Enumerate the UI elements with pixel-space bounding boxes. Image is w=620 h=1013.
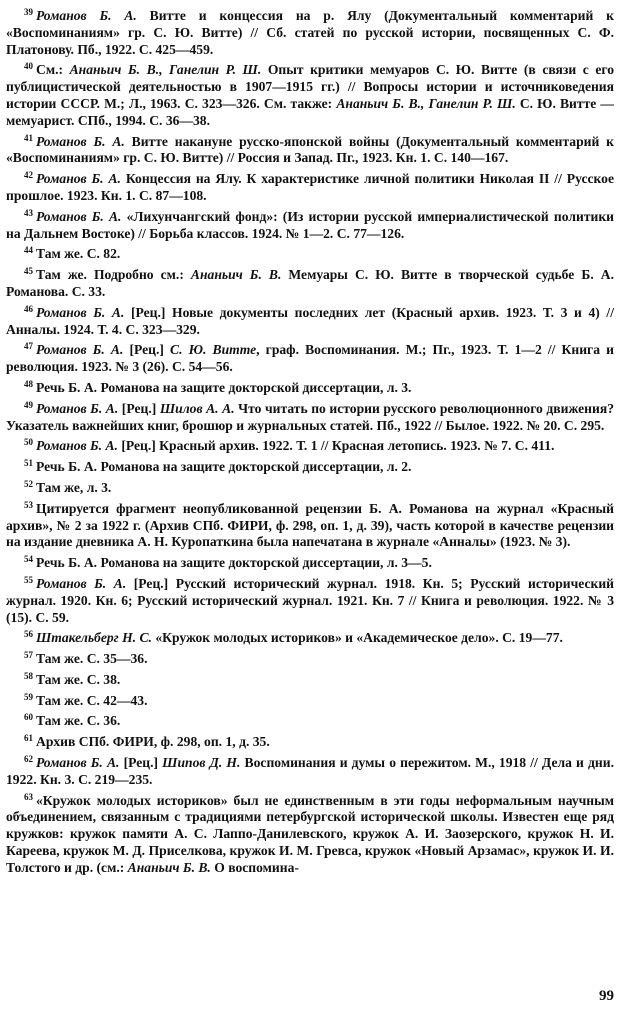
footnote-number: 42 xyxy=(24,170,33,181)
footnote-56 xyxy=(6,626,614,647)
footnote-text: , граф. Воспоминания. М.; Пг., 1923. Т. 1—2 // Книга и революция. 1923. № 3 (26). С. 54—56. xyxy=(6,342,614,375)
footnote-49 xyxy=(6,397,614,435)
footnote-text: Что читать по истории русского революционного движения? Указатель важнейших книг, брошюр и журнальных статей. Пб., 1922 // Былое. 1922. № 20. С. 295. xyxy=(6,400,614,433)
footnote-number: 49 xyxy=(24,399,33,410)
footnote-text: Речь Б. А. Романова на защите докторской диссертации, л. 2. xyxy=(36,459,412,475)
footnote-50 xyxy=(6,434,614,455)
footnote-author: Романов Б. А. xyxy=(36,755,120,771)
footnote-51 xyxy=(6,455,614,476)
footnote-number: 50 xyxy=(24,437,33,448)
footnote-text: [Рец.] xyxy=(123,342,171,358)
footnote-text: Цитируется фрагмент неопубликованной рецензии Б. А. Романова на журнал «Красный архив», № 2 за 1922 г. (Архив СПб. ФИРИ, ф. 298, оп. 1, д. 39), часть которой в качестве рецензии на издание дневника А. Н. Куропаткина была напечатана в журнале «Анналы» (1923. № 3). xyxy=(6,500,614,550)
footnote-text: О воспомина- xyxy=(210,859,299,875)
footnote-41 xyxy=(6,130,614,168)
footnote-number: 41 xyxy=(24,132,33,143)
footnote-number: 63 xyxy=(24,791,33,802)
footnote-number: 60 xyxy=(24,712,33,723)
footnote-number: 51 xyxy=(24,458,33,469)
footnote-number: 45 xyxy=(24,266,33,277)
footnote-46 xyxy=(6,301,614,339)
footnote-author: Романов Б. А. xyxy=(36,438,118,454)
footnote-text: «Кружок молодых историков» и «Академическое дело». С. 19—77. xyxy=(151,630,563,646)
footnote-text: Воспоминания и думы о пережитом. М., 1918 // Дела и дни. 1922. Кн. 3. С. 219—235. xyxy=(6,755,614,787)
footnote-text: «Лихунчангский фонд»: (Из истории русской империалистической политики на Дальнем Востоке) // Борьба классов. 1924. № 1—2. С. 77—126. xyxy=(6,208,615,241)
footnote-author: Штакельберг Н. С. xyxy=(36,630,152,646)
footnote-text: [Рец.] Русский исторический журнал. 1918. Кн. 5; Русский исторический журнал. 1920. Кн. 6; Русский исторический журнал. 1921. Кн. 7 // Книга и революция. 1922. № 3 (15). С. 59. xyxy=(6,575,614,625)
footnote-text: Там же. С. 82. xyxy=(36,246,121,262)
footnote-text: Там же, л. 3. xyxy=(36,479,112,495)
footnote-57 xyxy=(6,647,614,668)
footnote-author: Ананьич Б. В. xyxy=(190,267,282,283)
footnote-author: Романов Б. А. xyxy=(36,8,137,23)
footnote-text: [Рец.] Красный архив. 1922. Т. 1 // Красная летопись. 1923. № 7. С. 411. xyxy=(117,438,555,454)
footnote-author: Романов Б. А. xyxy=(36,171,121,187)
footnote-number: 46 xyxy=(24,303,33,314)
footnote-text: Там же. С. 38. xyxy=(36,671,121,687)
footnote-text: Там же. С. 36. xyxy=(36,713,121,729)
footnote-47 xyxy=(6,338,614,376)
footnote-63 xyxy=(6,789,614,877)
footnote-text: Речь Б. А. Романова на защите докторской диссертации, л. 3. xyxy=(36,379,412,395)
footnote-text: «Кружок молодых историков» был не единственным в эти годы неформальным научным объединением, связанным с традициями петербургской исторической школы. Известен еще ряд кружков: кружок памяти А. С. Лаппо-Данилевского, кружок А. И. Заозерского, кружок Н. И. Кареева, кружок М. Д. Приселкова, кружок И. М. Гревса, кружок «Новый Арзамас», кружок И. И. Толстого и др. (см.: xyxy=(6,792,614,875)
footnote-55 xyxy=(6,572,614,626)
footnote-author: Ананьич Б. В., Ганелин Р. Ш. xyxy=(336,95,516,111)
footnote-author: Романов Б. А. xyxy=(36,575,127,591)
footnotes-list xyxy=(6,4,614,877)
footnote-52 xyxy=(6,476,614,497)
footnote-number: 62 xyxy=(24,754,33,765)
footnote-text: Витте накануне русско-японской войны (Документальный комментарий к «Воспоминаниям» гр. С. Ю. Витте) // Россия и Запад. Пг., 1923. Кн. 1. С. 140—167. xyxy=(6,133,614,166)
footnote-42 xyxy=(6,167,614,205)
footnote-number: 43 xyxy=(24,207,33,218)
footnote-text: Речь Б. А. Романова на защите докторской диссертации, л. 3—5. xyxy=(36,555,432,571)
footnote-number: 48 xyxy=(24,378,33,389)
footnote-48 xyxy=(6,376,614,397)
footnote-number: 54 xyxy=(24,554,33,565)
footnote-number: 59 xyxy=(24,691,33,702)
footnote-text: См.: xyxy=(36,62,70,78)
footnote-40 xyxy=(6,58,614,129)
footnote-text: С. Ю. Витте — мемуарист. СПб., 1994. С. 36—38. xyxy=(6,95,614,128)
footnote-text: Там же. С. 42—43. xyxy=(36,692,148,708)
footnote-43 xyxy=(6,205,614,243)
footnote-author: Ананьич Б. В. xyxy=(127,859,211,875)
footnote-text: Архив СПб. ФИРИ, ф. 298, оп. 1, д. 35. xyxy=(36,734,270,750)
footnote-author: Романов Б. А. xyxy=(36,342,124,358)
footnote-number: 58 xyxy=(24,670,33,681)
footnote-45 xyxy=(6,263,614,301)
footnote-number: 44 xyxy=(24,245,33,256)
footnote-text: Опыт критики мемуаров С. Ю. Витте (в связи с его публицистической деятельностью в 1907—1915 гг.) // Вопросы истории и источниковедения истории СССР. М.; Л., 1963. С. 323—326. См. также: xyxy=(6,62,615,111)
footnote-author: Романов Б. А. xyxy=(36,208,122,224)
footnote-60 xyxy=(6,709,614,730)
page-number: 99 xyxy=(599,988,614,1004)
footnote-58 xyxy=(6,668,614,689)
footnote-author: Романов Б. А. xyxy=(36,133,125,149)
footnote-54 xyxy=(6,551,614,572)
footnote-author: Ананьич Б. В., Ганелин Р. Ш. xyxy=(69,62,262,78)
footnote-number: 57 xyxy=(24,650,33,661)
footnote-53 xyxy=(6,497,614,551)
footnote-59 xyxy=(6,689,614,710)
footnote-62 xyxy=(6,751,614,789)
footnote-author: Романов Б. А. xyxy=(36,304,125,320)
footnote-number: 56 xyxy=(24,629,33,640)
footnote-author: С. Ю. Витте xyxy=(170,342,257,358)
footnote-number: 52 xyxy=(24,478,33,489)
footnote-number: 53 xyxy=(24,499,33,510)
footnote-text: Мемуары С. Ю. Витте в творческой судьбе Б. А. Романова. С. 33. xyxy=(6,267,614,299)
footnote-text: [Рец.] xyxy=(118,400,160,416)
footnote-number: 61 xyxy=(24,733,33,744)
footnote-text: [Рец.] Новые документы последних лет (Красный архив. 1923. Т. 3 и 4) // Анналы. 1924. Т. 4. С. 323—329. xyxy=(6,304,614,337)
footnote-text: Витте и концессия на р. Ялу (Документальный комментарий к «Воспоминаниям» гр. С. Ю. Витте) // Сб. статей по русской истории, посвященных С. Ф. Платонову. Пб., 1922. С. 425—459. xyxy=(6,8,614,57)
footnote-text: Концессия на Ялу. К характеристике личной политики Николая II // Русское прошлое. 1923. Кн. 1. С. 87—108. xyxy=(6,171,615,203)
footnote-number: 40 xyxy=(24,61,33,72)
footnote-number: 55 xyxy=(24,574,33,585)
footnote-number: 39 xyxy=(24,7,33,17)
footnote-text: Там же. Подробно см.: xyxy=(36,267,191,283)
footnote-61 xyxy=(6,730,614,751)
footnote-text: [Рец.] xyxy=(119,755,163,771)
footnote-39 xyxy=(6,4,614,58)
footnote-text: Там же. С. 35—36. xyxy=(36,651,148,667)
footnote-author: Романов Б. А. xyxy=(36,400,119,416)
footnote-author: Шипов Д. Н. xyxy=(162,755,241,771)
footnote-number: 47 xyxy=(24,341,33,352)
footnote-44 xyxy=(6,242,614,263)
footnote-author: Шилов А. А. xyxy=(159,400,235,416)
